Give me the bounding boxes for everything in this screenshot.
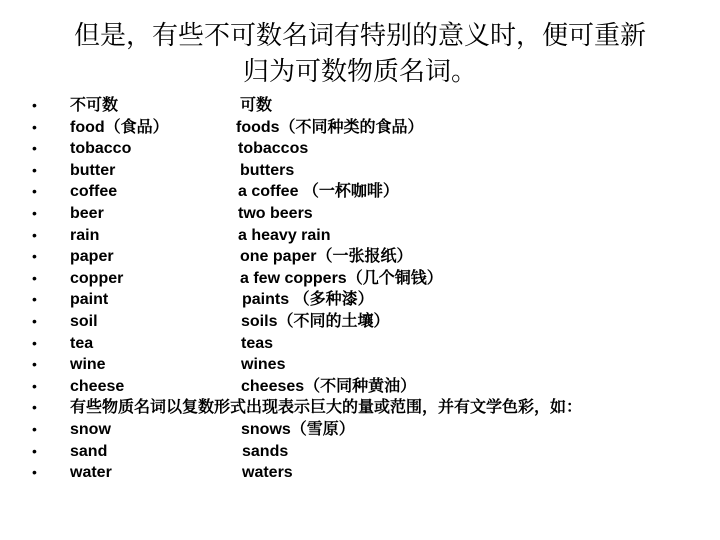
- bullet-icon: •: [32, 161, 37, 178]
- bullet-icon: •: [32, 399, 37, 416]
- uncountable-noun: coffee: [70, 183, 118, 201]
- bullet-icon: •: [32, 248, 37, 265]
- countable-noun: teas: [241, 334, 274, 352]
- bullet-icon: •: [32, 464, 37, 481]
- bullet-icon: •: [32, 118, 37, 135]
- uncountable-noun: rain: [70, 226, 100, 244]
- uncountable-noun: tea: [70, 334, 94, 352]
- uncountable-noun: butter: [70, 161, 116, 179]
- countable-noun: butters: [240, 161, 295, 179]
- list-item: [0, 181, 720, 203]
- bullet-icon: •: [32, 97, 37, 113]
- bullet-icon: •: [32, 356, 37, 373]
- bullet-icon: •: [32, 420, 37, 437]
- uncountable-noun: paint: [70, 291, 109, 309]
- bullet-icon: •: [32, 226, 37, 243]
- list-item: [0, 246, 720, 268]
- list-item: [0, 289, 720, 311]
- uncountable-noun: sand: [70, 442, 108, 460]
- uncountable-noun: beer: [70, 204, 104, 222]
- bullet-icon: •: [32, 312, 37, 329]
- list-item: [0, 138, 720, 160]
- list-item: [0, 441, 720, 463]
- list-item: [0, 397, 720, 419]
- countable-noun: 可数: [240, 97, 273, 114]
- countable-noun: tobaccos: [238, 140, 309, 158]
- countable-noun: waters: [242, 464, 293, 482]
- bullet-icon: •: [32, 204, 37, 221]
- list-item: [0, 376, 720, 398]
- list-item: [0, 268, 720, 290]
- countable-noun: one paper（一张报纸）: [240, 248, 413, 266]
- note-text: 有些物质名词以复数形式出现表示巨大的量或范围，并有文学色彩，如：: [70, 399, 583, 417]
- list-item: [0, 95, 720, 117]
- countable-noun: wines: [241, 356, 286, 374]
- uncountable-noun: water: [70, 464, 112, 482]
- countable-noun: soils（不同的土壤）: [241, 312, 390, 330]
- countable-noun: two beers: [238, 204, 313, 222]
- uncountable-noun: wine: [70, 356, 106, 374]
- countable-noun: snows（雪原）: [241, 420, 355, 438]
- countable-noun: paints （多种漆）: [242, 291, 374, 309]
- bullet-icon: •: [32, 334, 37, 351]
- bullet-icon: •: [32, 269, 37, 286]
- uncountable-noun: cheese: [70, 377, 125, 395]
- bullet-icon: •: [32, 377, 37, 394]
- countable-noun: sands: [242, 442, 289, 460]
- uncountable-noun: 不可数: [70, 97, 119, 114]
- noun-list: [0, 95, 720, 484]
- list-item: [0, 354, 720, 376]
- list-item: [0, 462, 720, 484]
- bullet-icon: •: [32, 183, 37, 200]
- uncountable-noun: paper: [70, 248, 114, 266]
- uncountable-noun: copper: [70, 269, 124, 287]
- bullet-icon: •: [32, 140, 37, 157]
- uncountable-noun: snow: [70, 420, 111, 438]
- countable-noun: cheeses（不同种黄油）: [241, 377, 417, 395]
- list-item: [0, 225, 720, 247]
- title-line-1: 但是，有些不可数名词有特别的意义时，便可重新: [73, 21, 646, 51]
- countable-noun: a few coppers（几个铜钱）: [240, 269, 443, 287]
- list-item: [0, 160, 720, 182]
- bullet-icon: •: [32, 291, 37, 308]
- list-item: [0, 333, 720, 355]
- list-item: [0, 117, 720, 139]
- list-item: [0, 419, 720, 441]
- list-item: [0, 311, 720, 333]
- uncountable-noun: food（食品）: [70, 118, 169, 136]
- uncountable-noun: soil: [70, 312, 98, 330]
- countable-noun: a heavy rain: [238, 226, 331, 244]
- slide-title: [30, 18, 690, 90]
- bullet-icon: •: [32, 442, 37, 459]
- title-line-2: 归为可数物质名词。: [242, 57, 477, 87]
- countable-noun: a coffee （一杯咖啡）: [238, 183, 399, 201]
- uncountable-noun: tobacco: [70, 140, 132, 158]
- list-item: [0, 203, 720, 225]
- countable-noun: foods（不同种类的食品）: [236, 118, 424, 136]
